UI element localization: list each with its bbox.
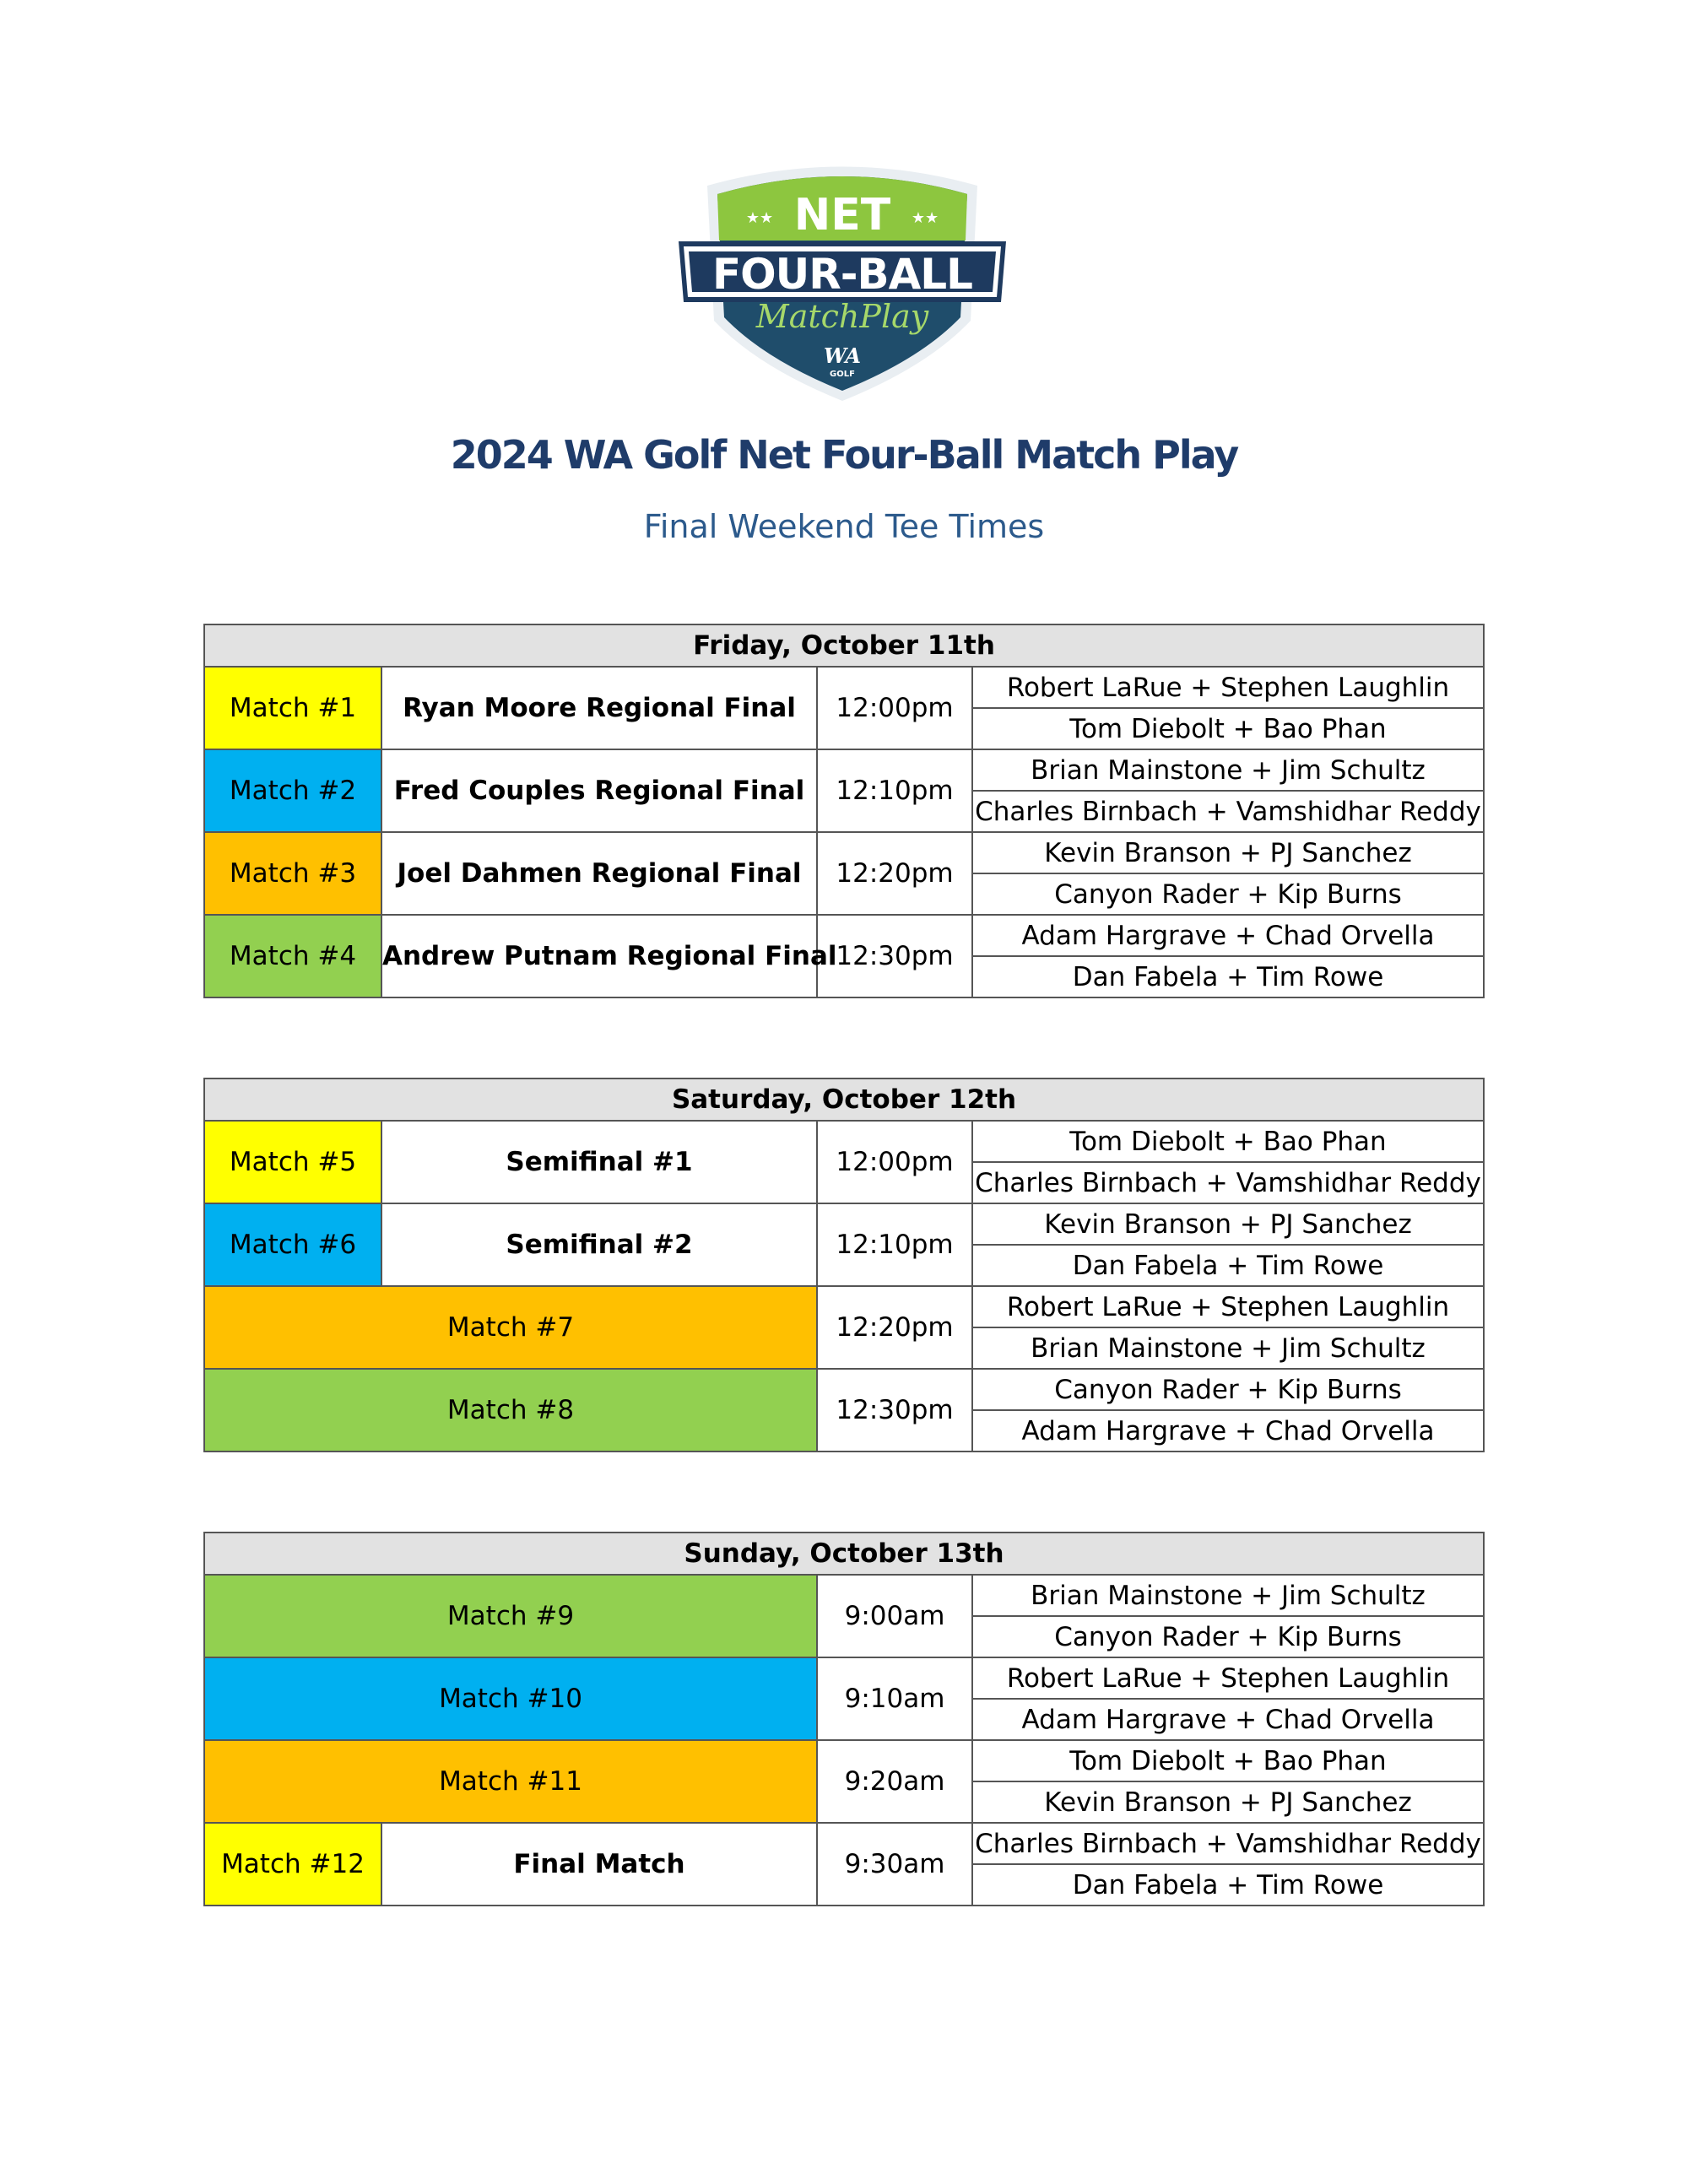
team-pairing: Charles Birnbach + Vamshidhar Reddy [972, 1162, 1484, 1203]
match-label: Match #8 [204, 1369, 817, 1451]
match-title: Semifinal #2 [381, 1203, 817, 1286]
day-header: Friday, October 11th [204, 624, 1484, 667]
match-title: Andrew Putnam Regional Final [381, 915, 817, 997]
team-pairing: Adam Hargrave + Chad Orvella [972, 1410, 1484, 1451]
match-label: Match #1 [204, 667, 381, 749]
page-title: 2024 WA Golf Net Four-Ball Match Play [450, 432, 1238, 478]
team-pairing: Dan Fabela + Tim Rowe [972, 1864, 1484, 1906]
team-pairing: Canyon Rader + Kip Burns [972, 873, 1484, 915]
tee-time: 12:30pm [817, 915, 972, 997]
tee-time: 12:00pm [817, 1121, 972, 1203]
team-pairing: Charles Birnbach + Vamshidhar Reddy [972, 1823, 1484, 1864]
team-pairing: Kevin Branson + PJ Sanchez [972, 1781, 1484, 1823]
team-pairing: Tom Diebolt + Bao Phan [972, 1740, 1484, 1781]
match-title: Fred Couples Regional Final [381, 749, 817, 832]
day-header: Saturday, October 12th [204, 1078, 1484, 1121]
match-label: Match #4 [204, 915, 381, 997]
match-title: Joel Dahmen Regional Final [381, 832, 817, 915]
team-pairing: Robert LaRue + Stephen Laughlin [972, 667, 1484, 708]
match-label: Match #7 [204, 1286, 817, 1369]
match-title: Final Match [381, 1823, 817, 1906]
match-label: Match #3 [204, 832, 381, 915]
schedule-table-friday [203, 624, 1485, 998]
tee-time: 12:20pm [817, 1286, 972, 1369]
match-label: Match #12 [204, 1823, 381, 1906]
tee-time: 9:30am [817, 1823, 972, 1906]
net-four-ball-logo [674, 152, 1011, 405]
match-label: Match #9 [204, 1575, 817, 1657]
logo-script-text: MatchPlay [755, 298, 929, 335]
logo-main-text: FOUR-BALL [711, 250, 973, 299]
logo-badge-text: WA [823, 343, 862, 368]
team-pairing: Canyon Rader + Kip Burns [972, 1616, 1484, 1657]
team-pairing: Robert LaRue + Stephen Laughlin [972, 1286, 1484, 1327]
team-pairing: Dan Fabela + Tim Rowe [972, 1245, 1484, 1286]
team-pairing: Dan Fabela + Tim Rowe [972, 956, 1484, 997]
tee-time: 12:10pm [817, 749, 972, 832]
tee-time: 12:00pm [817, 667, 972, 749]
svg-text:★★: ★★ [911, 209, 939, 227]
match-label: Match #11 [204, 1740, 817, 1823]
tee-time: 9:10am [817, 1657, 972, 1740]
team-pairing: Brian Mainstone + Jim Schultz [972, 1575, 1484, 1616]
team-pairing: Kevin Branson + PJ Sanchez [972, 832, 1484, 873]
team-pairing: Robert LaRue + Stephen Laughlin [972, 1657, 1484, 1699]
match-title: Ryan Moore Regional Final [381, 667, 817, 749]
match-label: Match #10 [204, 1657, 817, 1740]
match-title: Semifinal #1 [381, 1121, 817, 1203]
match-label: Match #5 [204, 1121, 381, 1203]
match-label: Match #2 [204, 749, 381, 832]
match-label: Match #6 [204, 1203, 381, 1286]
team-pairing: Kevin Branson + PJ Sanchez [972, 1203, 1484, 1245]
team-pairing: Canyon Rader + Kip Burns [972, 1369, 1484, 1410]
tee-time: 12:10pm [817, 1203, 972, 1286]
team-pairing: Brian Mainstone + Jim Schultz [972, 1327, 1484, 1369]
schedule-table-saturday [203, 1078, 1485, 1452]
team-pairing: Brian Mainstone + Jim Schultz [972, 749, 1484, 791]
page-subtitle: Final Weekend Tee Times [643, 508, 1045, 545]
team-pairing: Tom Diebolt + Bao Phan [972, 708, 1484, 749]
team-pairing: Adam Hargrave + Chad Orvella [972, 1699, 1484, 1740]
logo-badge-sub: GOLF [830, 370, 855, 379]
schedule-table-sunday [203, 1532, 1485, 1906]
tee-time: 12:30pm [817, 1369, 972, 1451]
day-header: Sunday, October 13th [204, 1533, 1484, 1575]
tee-time: 12:20pm [817, 832, 972, 915]
svg-text:★★: ★★ [745, 209, 774, 227]
tee-time: 9:20am [817, 1740, 972, 1823]
logo-top-text: NET [793, 190, 891, 241]
team-pairing: Tom Diebolt + Bao Phan [972, 1121, 1484, 1162]
team-pairing: Adam Hargrave + Chad Orvella [972, 915, 1484, 956]
tee-time: 9:00am [817, 1575, 972, 1657]
team-pairing: Charles Birnbach + Vamshidhar Reddy [972, 791, 1484, 832]
